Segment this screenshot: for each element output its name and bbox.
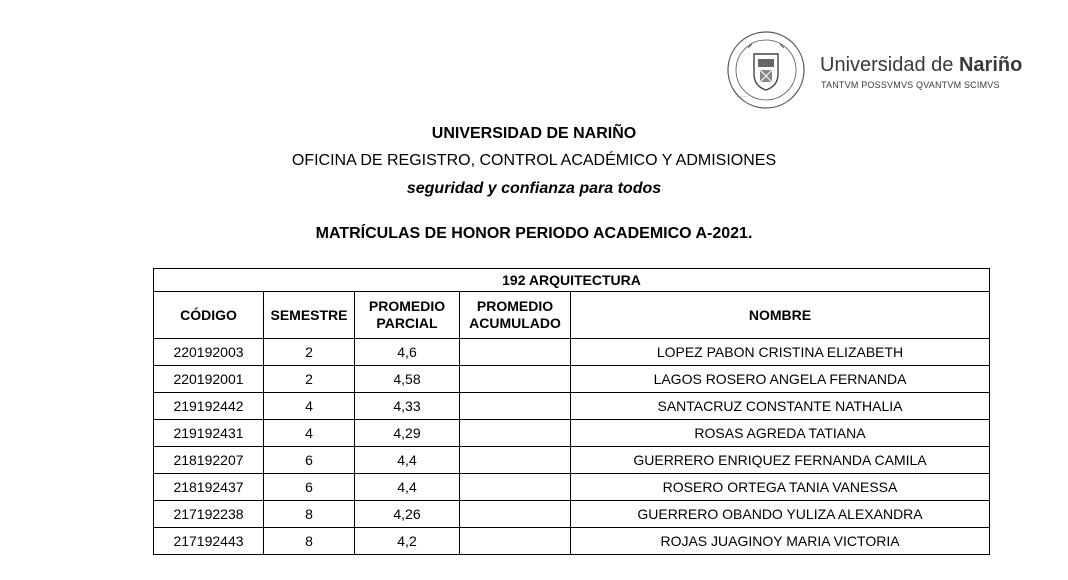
cell-nombre: LAGOS ROSERO ANGELA FERNANDA <box>571 366 990 393</box>
cell-semestre: 8 <box>264 528 355 555</box>
university-heading: UNIVERSIDAD DE NARIÑO <box>431 125 637 142</box>
table-row <box>154 393 990 420</box>
university-name-logo: Universidad de Nariño <box>820 54 1023 76</box>
table-row <box>154 501 990 528</box>
cell-semestre: 4 <box>264 420 355 447</box>
cell-promedio-parcial: 4,26 <box>355 501 460 528</box>
cell-promedio-acumulado <box>460 447 571 474</box>
cell-promedio-parcial: 4,4 <box>355 474 460 501</box>
cell-promedio-acumulado <box>460 366 571 393</box>
honor-roll-table <box>153 268 990 555</box>
table-row <box>154 474 990 501</box>
cell-promedio-acumulado <box>460 501 571 528</box>
cell-semestre: 4 <box>264 393 355 420</box>
table-row <box>154 366 990 393</box>
cell-promedio-parcial: 4,58 <box>355 366 460 393</box>
cell-codigo: 220192003 <box>154 339 264 366</box>
column-header-promedio-acumulado: PROMEDIO ACUMULADO <box>460 292 571 339</box>
cell-promedio-parcial: 4,4 <box>355 447 460 474</box>
cell-semestre: 6 <box>264 447 355 474</box>
university-logo <box>724 30 1024 110</box>
cell-nombre: SANTACRUZ CONSTANTE NATHALIA <box>571 393 990 420</box>
cell-promedio-parcial: 4,6 <box>355 339 460 366</box>
cell-codigo: 218192437 <box>154 474 264 501</box>
cell-promedio-acumulado <box>460 393 571 420</box>
cell-promedio-acumulado <box>460 420 571 447</box>
cell-codigo: 218192207 <box>154 447 264 474</box>
program-row <box>154 269 990 292</box>
slogan: seguridad y confianza para todos <box>406 180 662 197</box>
cell-codigo: 219192431 <box>154 420 264 447</box>
cell-nombre: GUERRERO ENRIQUEZ FERNANDA CAMILA <box>571 447 990 474</box>
cell-promedio-acumulado <box>460 528 571 555</box>
cell-codigo: 220192001 <box>154 366 264 393</box>
cell-codigo: 217192443 <box>154 528 264 555</box>
column-header-codigo: CÓDIGO <box>154 292 264 339</box>
cell-nombre: ROJAS JUAGINOY MARIA VICTORIA <box>571 528 990 555</box>
cell-codigo: 217192238 <box>154 501 264 528</box>
cell-promedio-parcial: 4,33 <box>355 393 460 420</box>
table-row <box>154 420 990 447</box>
document-title: MATRÍCULAS DE HONOR PERIODO ACADEMICO A-2021. <box>315 225 753 242</box>
university-motto: TANTVM POSSVMVS QVANTVM SCIMVS <box>821 80 1000 90</box>
cell-nombre: ROSAS AGREDA TATIANA <box>571 420 990 447</box>
table-row <box>154 528 990 555</box>
cell-promedio-parcial: 4,29 <box>355 420 460 447</box>
table-row <box>154 339 990 366</box>
cell-promedio-acumulado <box>460 474 571 501</box>
cell-codigo: 219192442 <box>154 393 264 420</box>
cell-semestre: 2 <box>264 366 355 393</box>
cell-nombre: LOPEZ PABON CRISTINA ELIZABETH <box>571 339 990 366</box>
office-heading: OFICINA DE REGISTRO, CONTROL ACADÉMICO Y ADMISIONES <box>291 152 777 169</box>
cell-semestre: 2 <box>264 339 355 366</box>
cell-promedio-parcial: 4,2 <box>355 528 460 555</box>
svg-text:·········: ········· <box>736 94 748 99</box>
cell-semestre: 6 <box>264 474 355 501</box>
column-header-semestre: SEMESTRE <box>264 292 355 339</box>
cell-promedio-acumulado <box>460 339 571 366</box>
cell-nombre: ROSERO ORTEGA TANIA VANESSA <box>571 474 990 501</box>
table-row <box>154 447 990 474</box>
column-header-row <box>154 292 990 339</box>
cell-nombre: GUERRERO OBANDO YULIZA ALEXANDRA <box>571 501 990 528</box>
cell-semestre: 8 <box>264 501 355 528</box>
column-header-nombre: NOMBRE <box>571 292 990 339</box>
university-seal-icon <box>724 30 808 110</box>
column-header-promedio-parcial: PROMEDIO PARCIAL <box>355 292 460 339</box>
program-title: 192 ARQUITECTURA <box>154 269 990 292</box>
